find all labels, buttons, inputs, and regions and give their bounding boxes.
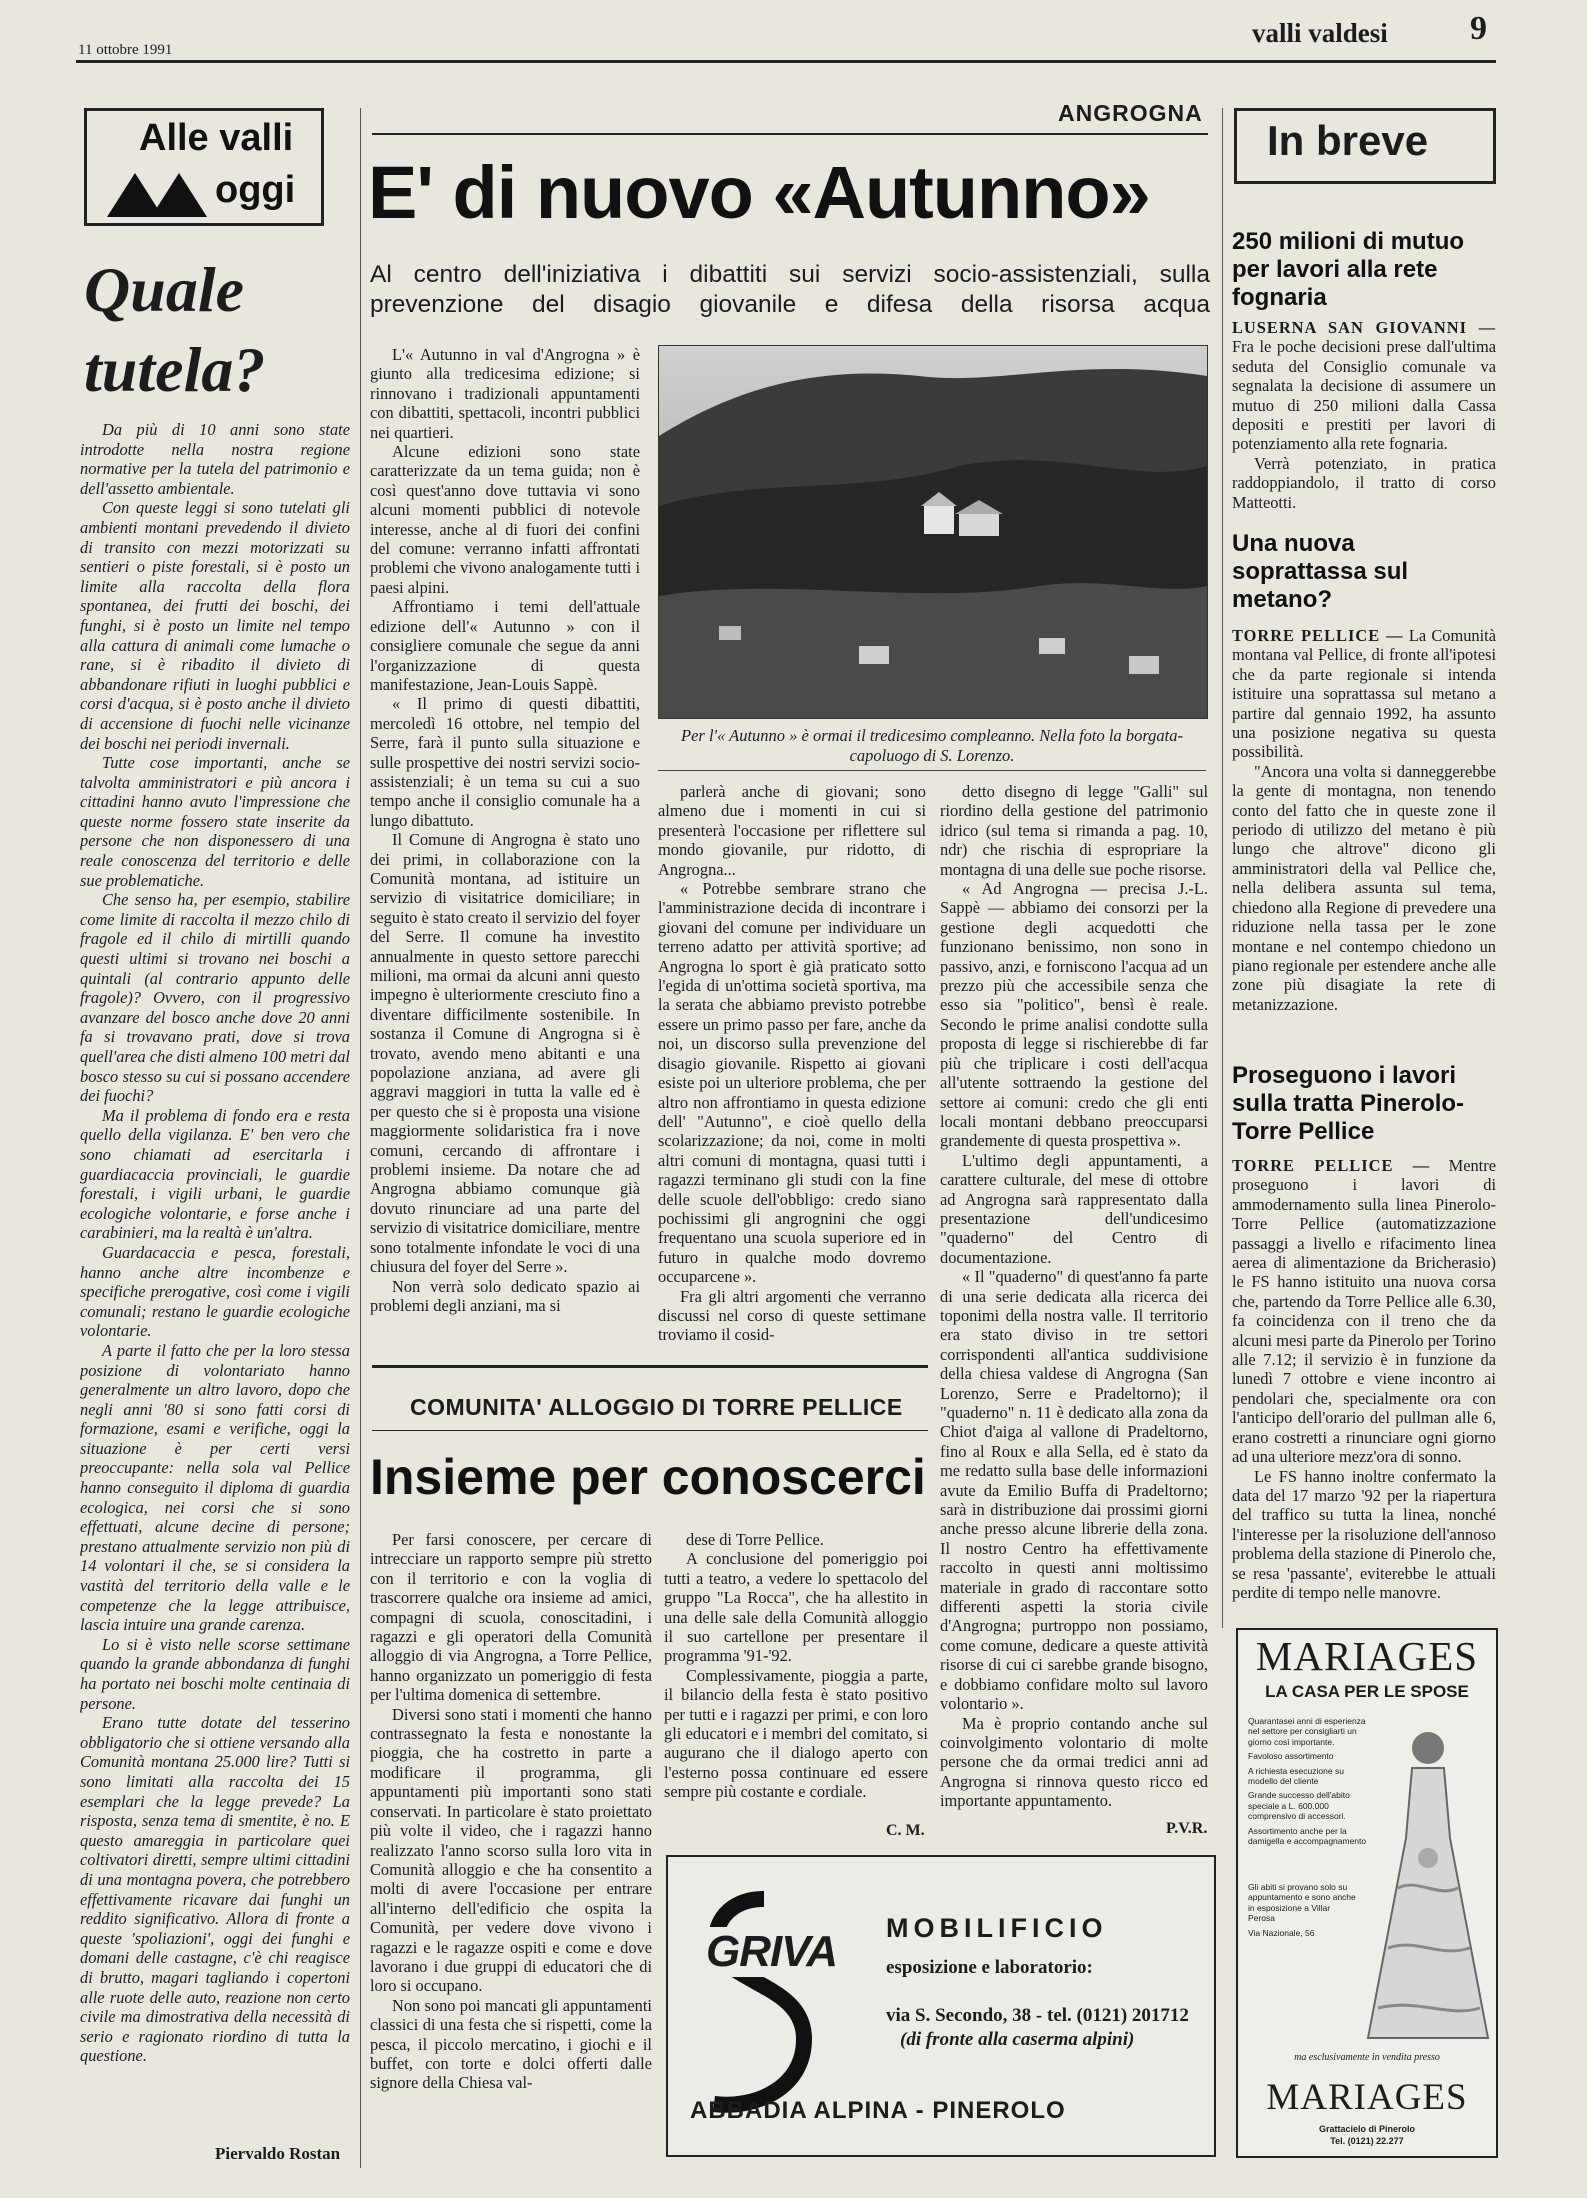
second-paragraph: dese di Torre Pellice. [686, 1530, 824, 1549]
editorial-paragraph: Erano tutte dotate del tesserino obbligatorio che si ottiene versando alla Comunità montana 25.000 lire? Tutti si sono limitati alla raccolta dei 15 esemplari che la legge prevede? La risposta, senza tema di smentite, è no. E questo amareggia in particolare quei coltivatori diretti, sempre ultimi cittadini di una montagna povera, che potrebbero effettivamente ricavare dai funghi un reddito significativo. Allora di fronte a queste 'spoliazioni', oggi dei funghi e domani delle castagne, c'è chi reagisce di brutto, magari tagliando i copertoni alle ruote delle auto, reazione non certo civile ma dimostrativa della necessità di serio e ragionato riordino di tutta la questione. [80, 1713, 350, 2066]
brief-1-headline: 250 milioni di mutuo per lavori alla rete fognaria [1232, 228, 1465, 311]
mariages-addr2: Tel. (0121) 22.277 [1330, 2136, 1404, 2146]
article-paragraph: « Ad Angrogna — precisa J.-L. Sappè — abbiamo dei consorzi per la gestione degli acquedotti che funzionano benissimo, non sono in passivo, anzi, e forniscono l'acqua ad un prezzo più che accessibile senza che esso sia "politico", bensì è reale. Secondo le prime analisi condotte sulla proposta di legge si rischierebbe di far più che triplicare i costi dell'acqua all'utente sottraendo la gestione del settore ai comuni: credo che gli enti locali montani debbano preoccuparsi grandemente di questa prospettiva ». [940, 879, 1208, 1151]
mariages-text-line: Quarantasei anni di esperienza nel settore per consigliarti un giorno così importante. [1248, 1716, 1366, 1747]
editorial-title [84, 250, 265, 410]
brief-3 [1232, 1062, 1496, 1602]
article-paragraph: Fra gli altri argomenti che verranno discussi nel corso di queste settimane troviamo il cosid- [658, 1286, 926, 1344]
article-paragraph: L'« Autunno in val d'Angrogna » è giunto alla tredicesima edizione; si rinnovano i tradizionali appuntamenti con dibattiti, spettacoli, incontri pubblici nei quartieri. [370, 345, 640, 442]
brief-2-p2: "Ancora una volta si danneggerebbe la gente di montagna, non tenendo conto del fatto che in queste zone il periodo di utilizzo del metano è più lungo che altrove" dicono gli amministratori della val Pellice che, nella delibera assunta sul tema, chiedono alla Regione di prevedere una riduzione nella tassa per le zone montane e nel contempo chiedono un piano regionale per estendere anche alle zone più disagiate la rete di metanizzazione. [1232, 761, 1496, 1014]
second-paragraph: A conclusione del pomeriggio poi tutti a teatro, a vedere lo spettacolo del gruppo "La Rocca", che ha allestito in una delle sale della Comunità alloggio il suo cartellone per presentare il programma '91-'92. [664, 1549, 928, 1666]
article-subhead: Al centro dell'iniziativa i dibattiti sui servizi socio-assistenziali, sulla prevenzione del disagio giovanile e difesa della risorsa acqua [370, 261, 1210, 318]
article-paragraph: « Il "quaderno" di quest'anno fa parte di una serie dedicata alla ricerca dei toponimi della nostra valle. Il territorio era stato diviso in tre settori corrispondenti all'antica suddivisione della chiesa valdese di Angrogna (San Lorenzo, Serre e Pradeltorno); il "quaderno" n. 11 è dedicato alla zona da Chiot d'aiga al vallone di Pradeltorno, fino al Roux e alla Sella, ed è stato da me redatto sulla base delle informazioni avute da Emilio Buffa di Pradeltorno; sarà in distribuzione dai prossimi giorni anche presso alcune librerie della zona. Il nostro Centro ha effettivamente raccolto in questi anni moltissimo materiale in grado di raccontare sotto differenti aspetti la storia civile d'Angrogna; purtroppo non possiamo, come comune, dedicare a queste attività risorse di cui ci sarebbe grande bisogno, e dobbiamo confidare molto sul lavoro volontario ». [940, 1267, 1208, 1714]
brief-2-headline: Una nuova soprattassa sul metano? [1232, 530, 1409, 613]
article-paragraph: Alcune edizioni sono state caratterizzate da un tema guida; non è così quest'anno dove tuttavia vi sono alcuni momenti pubblici di notevole interesse, anche al di fuori dei confini del comune: verranno infatti affrontati problemi che vivono analogamente tutti i paesi alpini. [370, 442, 640, 597]
griva-footer: ABBADIA ALPINA - PINEROLO [690, 2097, 1066, 2124]
editorial-paragraph: Lo si è visto nelle scorse settimane quando la grande abbondanza di funghi ha portato nei boschi molte centinaia di persone. [80, 1634, 350, 1713]
left-column-rule [360, 108, 361, 2168]
mariages-text [1248, 1716, 1368, 1850]
second-kicker: COMUNITA' ALLOGGIO DI TORRE PELLICE [410, 1394, 903, 1420]
brief-1 [1232, 228, 1496, 512]
mountains-icon [107, 169, 217, 219]
second-kicker-rule [372, 1430, 928, 1431]
griva-ad [666, 1855, 1216, 2157]
paper-name: valli valdesi [1252, 18, 1388, 48]
brief-2-p1: La Comunità montana val Pellice, di fronte all'ipotesi che da parte regionale si intenda istituire una soprattassa sul metano a partire dal gennaio 1992, ha assunto una posizione negativa su questa possibilità. [1232, 626, 1496, 762]
mariages-text-line: Assortimento anche per la damigella e accompagnamento [1248, 1825, 1367, 1847]
brief-3-p1: Mentre proseguono i lavori di ammodernamento sulla linea Pinerolo-Torre Pellice (automatizzazione passaggi a livello e rifacimento linea aerea di alimentazione da Bricherasio) le FS hanno istituito una nuova corsa che, partendo da Torre Pellice alle 6.30, fa coincidenza con il treno che da alcuni mesi parte da Pinerolo per Torino alle 7.12; il servizio è in funzione da lunedì 7 ottobre e viene incontro ai pendolari che, specialmente ora con l'anticipo dell'orario del pullman alle 6, erano costretti a rinunciare ogni giorno ad una ulteriore mezz'ora di sonno. [1232, 1156, 1496, 1467]
main-col3 [940, 782, 1208, 1877]
mariages-text-line: Favoloso assortimento [1248, 1751, 1334, 1762]
article-paragraph: « Il primo di questi dibattiti, mercoledì 16 ottobre, nel tempio del Serre, farà il punto sulla situazione e sulle prospettive dei nostri servizi socio-assistenziali; è un tema su cui a suo tempo anche il consiglio comunale ha a lungo dibattuto. [370, 694, 640, 830]
editorial-author: Piervaldo Rostan [215, 2144, 341, 2163]
second-paragraph: Non sono poi mancati gli appuntamenti classici di una festa che si rispetti, come la pesca, il piccolo mercatino, i giochi e il buffet, con torte e dolci offerti dalle signore della Chiesa val- [370, 1995, 652, 2093]
brief-1-p2: Verrà potenziato, in pratica raddoppiandolo, il tratto di corso Matteotti. [1232, 453, 1496, 512]
brief-3-place: TORRE PELLICE — [1232, 1156, 1431, 1175]
brief-3-headline: Proseguono i lavori sulla tratta Pinerolo-Torre Pellice [1232, 1062, 1465, 1145]
in-breve-box [1234, 108, 1496, 184]
second-col1 [370, 1530, 652, 2170]
brief-1-place: LUSERNA SAN GIOVANNI — [1232, 318, 1496, 337]
second-top-rule [372, 1365, 928, 1368]
mariages-addr1: Grattacielo di Pinerolo [1318, 2124, 1416, 2134]
editorial-paragraph: A parte il fatto che per la loro stessa posizione di volontariato hanno generalmente un altro lavoro, dopo che negli anni '80 si sono fatti corsi di formazione, esami e verifiche, oggi la situazione è per certi versi preoccupante: nella sola val Pellice hanno conseguito il diploma di guardia ecologica, nei corsi che si sono effettuati, alcune decine di persone; prestano attualmente servizio non più di 14 volontari il che, se si considera la vastità del territorio della valle e le competenze che la legge attribuisce, lascia intuire una grande carenza. [80, 1340, 350, 1635]
editorial-paragraph: Ma il problema di fondo era e resta quello della vigilanza. E' ben vero che sono chiamati ad esercitarla i guardiacaccia provinciali, le guardie forestali, i vigili urbani, le guardie ecologiche volontarie, e forse anche i carabinieri, ma la realtà è un'altra. [80, 1105, 350, 1243]
editorial-paragraph: Tutte cose importanti, anche se talvolta amministratori e più ancora i cittadini hanno avuto l'impressione che queste norme fossero state inserite da persone che non disponessero di una reale conoscenza del territorio e delle sue problematiche. [80, 753, 350, 890]
second-author: C. M. [886, 1822, 925, 1839]
mariages-ad [1236, 1628, 1498, 2158]
photo-caption: Per l'« Autunno » è ormai il tredicesimo compleanno. Nella foto la borgata-capoluogo di S. Lorenzo. [681, 726, 1183, 765]
griva-logo-icon [694, 1889, 824, 2119]
bride-dress-icon [1358, 1708, 1498, 2048]
mariages-note [1248, 1882, 1358, 1942]
mariages-note-line: Gli abiti si provano solo su appuntamento e sono anche in esposizione a Villar Perosa [1248, 1882, 1356, 1924]
header-rule [76, 60, 1496, 63]
griva-line3: (di fronte alla caserma alpini) [900, 2029, 1135, 2050]
page-number: 9 [1470, 10, 1487, 47]
griva-line1: esposizione e laboratorio: [886, 1957, 1093, 1978]
alle-valli-line1: Alle valli [139, 117, 294, 159]
article-paragraph: Ma è proprio contando anche sul coinvolgimento volontario di molte persone che da ormai tredici anni ad Angrogna si rinnova questo ricco ed importante appuntamento. [940, 1713, 1208, 1811]
griva-logo-text: GRIVA [702, 1927, 841, 1977]
article-paragraph: « Potrebbe sembrare strano che l'amministrazione decida di incontrare i giovani del comune per individuare un terreno adatto per attività sportive; ad Angrogna lo sport è già praticato sotto l'egida di un'ottima società sportiva, ma la serata che abbiamo previsto potrebbe essere un primo passo per fare, anche da noi, un discorso sulla prevenzione del disagio giovanile. Rispetto ai giovani esiste poi un ulteriore problema, che per altro non affrontiamo in questa edizione dell' "Autunno", e cioè quello della scolarizzazione; da noi, come in molti altri comuni di montagna, quasi tutti i ragazzi terminano gli studi con la fine delle scuole dell'obbligo: credo siano pochissimi gli angrognini che oggi frequentano una scuola superiore ed in futuro in qualche modo dovremo occuparcene ». [658, 879, 926, 1287]
article-paragraph: L'ultimo degli appuntamenti, a carattere culturale, del mese di ottobre ad Angrogna sarà rappresentato dalla presentazione dell'undicesimo "quaderno" del Centro di documentazione. [940, 1150, 1208, 1267]
brief-1-p1: Fra le poche decisioni prese dall'ultima seduta del Consiglio comunale va segnalata la decisione di assumere un mutuo di 250 milioni dalla Cassa depositi e prestiti per lavori di potenziamento alla rete fognaria. [1232, 337, 1496, 454]
caption-rule [658, 770, 1206, 771]
article-photo [658, 345, 1208, 719]
editorial-paragraph: Da più di 10 anni sono state introdotte nella nostra regione normative per la tutela del patrimonio e dell'assetto ambientale. [80, 420, 350, 498]
main-col2 [658, 782, 926, 1344]
brief-2-body [1232, 626, 1496, 1014]
mariages-subtitle: LA CASA PER LE SPOSE [1265, 1682, 1469, 1701]
right-column-rule [1222, 108, 1223, 1628]
brief-1-body [1232, 318, 1496, 512]
mariages-text-line: A richiesta esecuzione su modello del cliente [1248, 1765, 1344, 1787]
editorial-paragraph: Con queste leggi si sono tutelati gli ambienti montani prevedendo il divieto di transito con mezzi motorizzati su sentieri o piste forestali, si è posto un limite alla raccolta della flora spontanea, dei frutti dei boschi, dei funghi, si è posto un limite nel tempo alla cattura di animali come lumache o rane, si è ribadito il divieto di abbandonare rifiuti in luoghi pubblici e corsi d'acqua, si è posto anche il divieto di accensione di fuochi nelle vicinanze dei boschi nei periodi invernali. [80, 498, 350, 753]
editorial-paragraph: Che senso ha, per esempio, stabilire come limite di raccolta il mezzo chilo di fragole ed il chilo di mirtilli quando questi ultimi si trovano nei boschi a quintali (al contrario appunto delle fragole)? Ovvero, con il progressivo avanzare del bosco anche dove 20 anni fa si trovavano prati, dove si trova quell'area che disti almeno 100 metri dal bosco stesso su cui si possano accendere dei fuochi? [80, 890, 350, 1106]
alle-valli-box [84, 108, 324, 226]
griva-line2: via S. Secondo, 38 - tel. (0121) 201712 [886, 2005, 1189, 2026]
second-headline: Insieme per conoscerci [370, 1449, 926, 1505]
article-paragraph: Non verrà solo dedicato spazio ai problemi degli anziani, ma si [370, 1276, 640, 1315]
article-paragraph: parlerà anche di giovani; sono almeno due i momenti in cui si presenterà l'occasione per riflettere sul mondo giovanile, pur ridotto, di Angrogna... [658, 782, 926, 879]
mariages-note-line: Via Nazionale, 56 [1248, 1927, 1315, 1938]
editorial-title-line1: Quale [84, 254, 244, 325]
in-breve-title: In breve [1267, 117, 1429, 164]
mariages-text-line: Grande successo dell'abito speciale a L. 600.000 comprensivo di accessori. [1248, 1790, 1350, 1822]
article-paragraph: detto disegno di legge "Galli" sul riordino della gestione del patrimonio idrico (sul tema si rimanda a pag. 10, ndr) che rischia di espropriare la montagna di una delle sue poche risorse. [940, 782, 1208, 879]
article-kicker: ANGROGNA [1058, 100, 1203, 126]
mariages-footer-title: MARIAGES [1266, 2077, 1468, 2118]
second-paragraph: Complessivamente, pioggia a parte, il bilancio della festa è stato positivo per tutti e i ragazzi per primi, e con loro gli educatori e i membri del comitato, si augurano che il dialogo aperto con l'esterno possa continuare ed essere sempre più costante e cordiale. [664, 1665, 928, 1802]
brief-2-place: TORRE PELLICE — [1232, 626, 1404, 645]
editorial-paragraph: Guardacaccia e pesca, forestali, hanno anche altre incombenze e specifiche prerogative, così come i vigili comunali; restano le guardie ecologiche volontarie. [80, 1242, 350, 1341]
griva-title: MOBILIFICIO [886, 1913, 1108, 1943]
second-paragraph: Per farsi conoscere, per cercare di intrecciare un rapporto sempre più stretto con il territorio e con la voglia di trascorrere qualche ora insieme ad amici, compagni di scuola, conoscitadini, i ragazzi e gli operatori della Comunità alloggio di via Angrogna, a Torre Pellice, hanno organizzato un pomeriggio di festa per l'ultima domenica di settembre. [370, 1530, 652, 1705]
photo-village-icon [659, 346, 1207, 718]
article-headline: E' di nuovo «Autunno» [368, 151, 1150, 234]
brief-3-body [1232, 1156, 1496, 1602]
editorial-body [80, 420, 350, 2140]
mariages-title: MARIAGES [1255, 1633, 1479, 1679]
main-col1 [370, 345, 640, 1345]
main-author: P.V.R. [1166, 1820, 1208, 1837]
article-paragraph: Affrontiamo i temi dell'attuale edizione dell'« Autunno » con il consigliere comunale che segue da anni l'organizzazione di questa manifestazione, Jean-Louis Sappè. [370, 597, 640, 694]
second-col2 [664, 1530, 928, 1820]
editorial-title-line2: tutela? [84, 334, 266, 405]
kicker-rule [372, 133, 1208, 135]
alle-valli-line2: oggi [215, 169, 296, 211]
article-paragraph: Il Comune di Angrogna è stato uno dei primi, in collaborazione con la Comunità montana, ad istituire un servizio di visitatrice domiciliare; in seguito è stato creato il servizio del foyer del Serre. Il comune ha investito annualmente in questo settore parecchi milioni, ma ormai da alcuni anni questo impegno è ulteriormente cresciuto fino a diventare difficilmente sostenibile. In sostanza il Comune di Angrogna si è trovato, avendo meno abitanti e una popolazione anziana, ad avere gli aggravi maggiori in tutta la valle ed è per questo che si è proposta una visione maggiormente solidaristica fra i nove comuni, cercando di affrontare i problemi insieme. Da notare che ad Angrogna abbiamo comunque già dovuto rinunciare ad una parte del servizio di visitatrice domiciliare, mentre sono totalmente infondate le voci di una chiusura del foyer del Serre ». [370, 830, 640, 1277]
mariages-footer-small: ma esclusivamente in vendita presso [1294, 2052, 1440, 2063]
brief-3-p2: Le FS hanno inoltre confermato la data del 17 marzo '92 per la riapertura del traffico su tutta la linea, nonché l'interesse per la risoluzione dell'annoso problema della stazione di Pinerolo che, se resa 'passante', eviterebbe le attuali perdite di tempo nelle manovre. [1232, 1466, 1496, 1602]
second-paragraph: Diversi sono stati i momenti che hanno contrassegnato la festa e nonostante la pioggia, che ha costretto in parte a modificare il programma, gli appuntamenti più importanti sono stati conservati. In particolare è stato proiettato più volte il video, che i ragazzi hanno realizzato l'anno scorso sulla loro vita in Comunità alloggio e che ha consentito a molti di avere l'occasione per entrare all'interno dell'edificio che ospita la Comunità, per vedere dove vivono i ragazzi e le ragazze ospiti e come e dove lavorano i due gruppi di educatori che di loro si occupano. [370, 1704, 652, 1996]
issue-date: 11 ottobre 1991 [78, 42, 173, 58]
brief-2 [1232, 530, 1496, 1014]
